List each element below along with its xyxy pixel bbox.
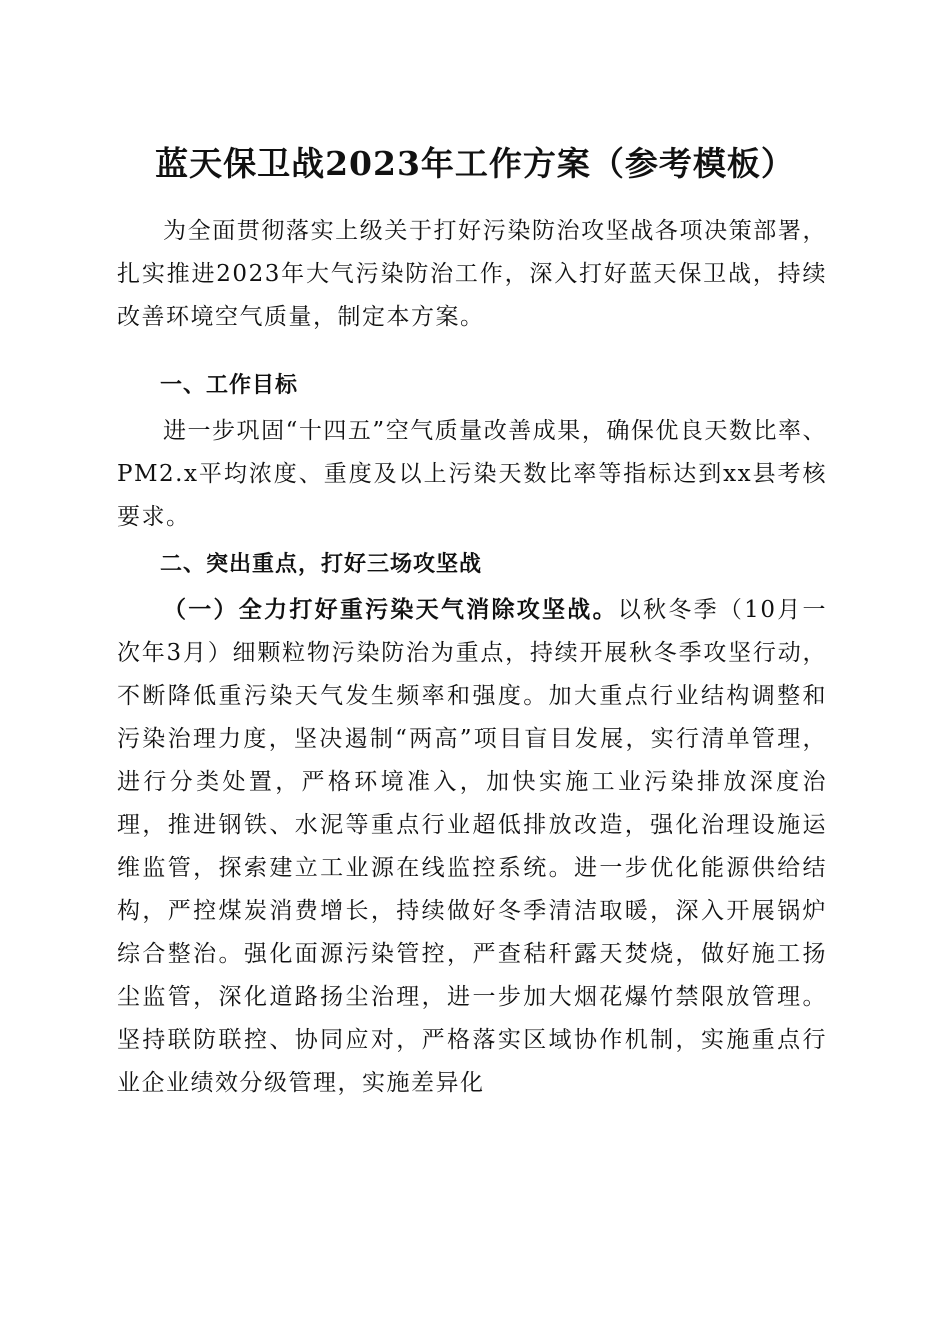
section-1-heading: 一、工作目标 [160,373,299,398]
section-1-paragraph: 进一步巩固“十四五”空气质量改善成果，确保优良天数比率、PM2.x平均浓度、重度及以上污染天数比率等指标达到xx县考核要求。 [117,418,827,530]
section-2-heading: 二、突出重点，打好三场攻坚战 [160,552,483,577]
subsection-1-lead: （一）全力打好重污染天气消除攻坚战。 [163,596,618,623]
subsection-1-body: 以秋冬季（10月一次年3月）细颗粒物污染防治为重点，持续开展秋冬季攻坚行动，不断降低重污染天气发生频率和强度。加大重点行业结构调整和污染治理力度，坚决遏制“两高”项目盲目发展，实行清单管理，进行分类处置，严格环境准入，加快实施工业污染排放深度治理，推进钢铁、水泥等重点行业超低排放改造，强化治理设施运维监管，探索建立工业源在线监控系统。进一步优化能源供给结构，严控煤炭消费增长，持续做好冬季清洁取暖，深入开展锅炉综合整治。强化面源污染管控，严查秸秆露天焚烧，做好施工扬尘监管，深化道路扬尘治理，进一步加大烟花爆竹禁限放管理。坚持联防联控、协同应对，严格落实区域协作机制，实施重点行业企业绩效分级管理，实施差异化 [117,597,827,1096]
intro-paragraph: 为全面贯彻落实上级关于打好污染防治攻坚战各项决策部署，扎实推进2023年大气污染防治工作，深入打好蓝天保卫战，持续改善环境空气质量，制定本方案。 [117,218,827,330]
document-title: 蓝天保卫战2023年工作方案（参考模板） [155,144,795,183]
section-2-paragraph-1 [117,588,827,1105]
